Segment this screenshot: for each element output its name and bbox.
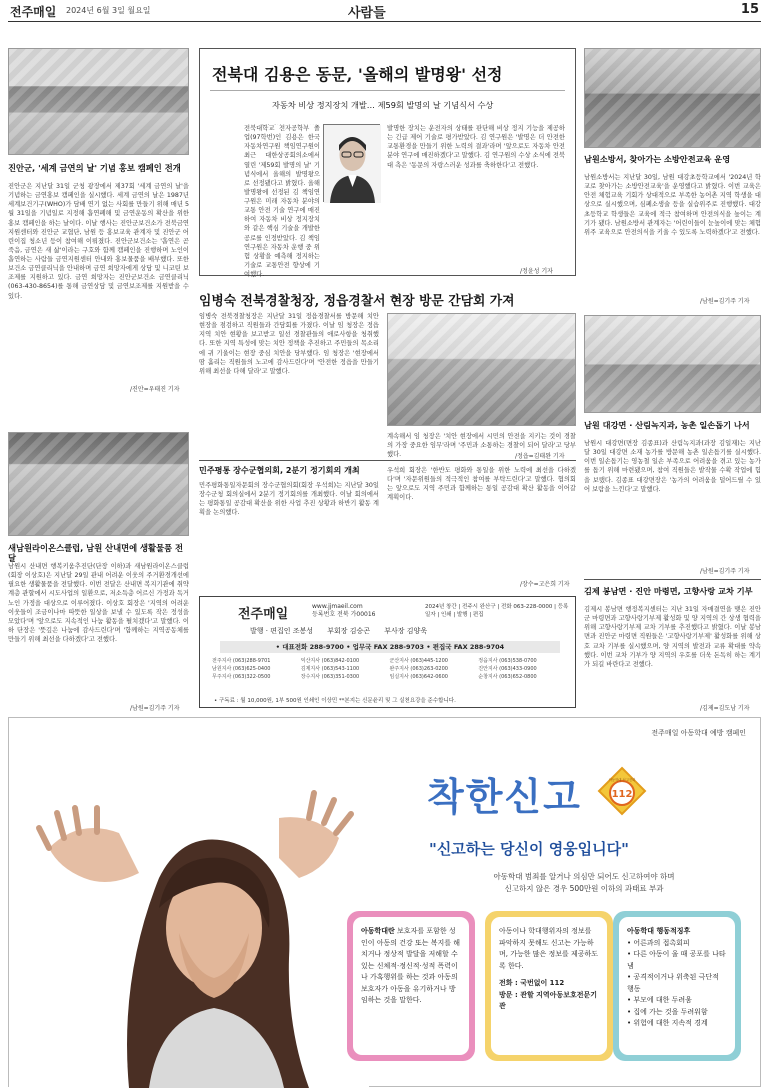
colophon-footer: • 구독료 : 월 10,000원, 1부 500원 인쇄인 이상민 **본지는 신문윤리 및 그 실천요강을 준수합니다. (214, 698, 456, 704)
right3-headline: 김제 봉남면 · 진안 마령면, 고향사랑 교차 기부 (584, 586, 753, 596)
emergency-112-badge-icon (597, 766, 647, 816)
directory-entry: 군산지사 (063)445-1200 (389, 658, 448, 664)
nammin-top-rule (199, 460, 576, 461)
lead-column-1: 전북대학교 전자공학부 졸업(97학번)인 김용은 한국자동차연구원 책임연구원이 최근 대한상공회의소에서 열린 '제59회 발명의 날' 기념식에서 올해의 발명왕으로 선정됐다고 밝혔다. 올해 발명왕에 선정된 김 책임연구원은 미래 자동차 분야의 교통 안전 기술 연구에 매진하여 자동차 비상 정지장치와 같은 핵심 기술을 개발한 공로를 인정받았다. 김 책임연구원은 자동차 운행 중 위험 상황을 예측해 정지하는 기술로 교통안전 향상에 기여했다. (244, 125, 320, 278)
right3-top-rule (584, 579, 761, 580)
card3-item: • 위험에 대한 지속적 경계 (627, 1019, 708, 1028)
colophon-staff (250, 626, 439, 636)
nammin-byline: /장수=고은희 기자 (520, 581, 570, 588)
distressed-girl-illustration (9, 758, 369, 1088)
directory-entry: 장수지사 (063)351-0300 (300, 674, 360, 680)
directory-entry: 무주지사 (063)322-0500 (212, 674, 271, 680)
vice-president: 부사장 김양욱 (384, 627, 428, 635)
directory-entry: 익산지사 (063)842-0100 (300, 658, 360, 664)
colophon-directory (212, 657, 567, 680)
ad-slogan: "신고하는 당신이 영웅입니다" (429, 840, 629, 858)
right2-photo (584, 315, 761, 413)
vice-chairman: 부회장 김승곤 (327, 627, 371, 635)
colophon-registration: 2024년 창간 | 전주시 완산구 | 전화 063-228-0000 | 등록일자 | 인쇄 | 발행 | 편집 (425, 604, 569, 619)
colophon-url: www.jjmaeil.com (312, 603, 363, 610)
card3-item: • 집에 가는 것을 두려워함 (627, 1007, 708, 1016)
lead-headline: 전북대 김용은 동문, '올해의 발명왕' 선정 (212, 65, 503, 84)
directory-entry: 전주지사 (063)288-9701 (212, 658, 271, 664)
left2-byline: /남원=김기주 기자 (130, 705, 180, 712)
police-headline: 임병숙 전북경찰청장, 정읍경찰서 현장 방문 간담회 가져 (199, 294, 515, 309)
person-portrait-icon (324, 125, 381, 203)
directory-entry: 김제지사 (063)543-1100 (300, 666, 360, 672)
card3-item: • 공격적이거나 위축된 극단적 행동 (627, 973, 719, 993)
left2-photo (8, 432, 189, 536)
right1-byline: /남원=김기주 기자 (700, 298, 750, 305)
card2-text: 아동이나 학대행위자의 정보를 파악하지 못해도 신고는 가능하며, 가능한 많은 정보를 제공하도록 한다. (499, 927, 599, 970)
colophon-registration-no: 등록번호 전북 가00016 (312, 611, 376, 619)
ad-card-report (485, 911, 613, 1061)
lead-divider (210, 90, 565, 91)
card3-item: • 어른과의 접촉회피 (627, 938, 690, 947)
ad-subtext-line1: 아동학대 범죄를 알거나 의심만 되어도 신고하여야 하며 (493, 872, 675, 881)
right3-byline: /김제=김도남 기자 (700, 705, 750, 712)
directory-entry: 완주지사 (063)263-0200 (389, 666, 448, 672)
card2-phone: 전화 : 국번없이 112 (499, 979, 565, 988)
ad-card-definition (347, 911, 475, 1061)
right3-body: 김제시 봉남면 행정복지센터는 지난 31일 자매결연을 맺은 진안군 마령면과 고향사랑기부제 활성화 및 양 지역의 간 상생 협력을 위해 고향사랑기부제 교차 기부를 추진했다고 밝혔다. 이날 봉남면과 진안군 마령면 직원들은 '고향사랑기부제' 활성화를 위해 상호 교차 기부를 실시했으며, 양 지역의 발전과 교류 확대를 약속했다. 이번 교차 기부가 양 지역의 우호를 더욱 돈독히 하는 계기가 되길 바란다고 전했다. (584, 606, 761, 668)
nammin-body-right: 우석희 회장은 '한반도 평화와 통일을 위한 노력에 최선을 다하겠다'며 '자문위원들의 적극적인 참여를 부탁드린다'고 말했다. 협의회는 앞으로도 지역 주민과 함께하는 통일 공감대 확산 활동을 이어갈 계획이다. (387, 467, 576, 502)
right1-body: 남원소방서는 지난달 30일, 남원 대강초등학교에서 '2024년 학교로 찾아가는 소방안전교육'을 운영했다고 밝혔다. 이번 교육은 안전 체험교육 기회가 상대적으로 부족한 농어촌 지역 학생을 대상으로 실시했으며, 심폐소생술 등을 실습위주로 진행했다. 대강초등학교 학생들은 교육에 적극 참여하며 안전의식을 높이는 계기가 됐다. 남원소방서 관계자는 '어린이들이 눈높이에 맞는 체험 위주 교육으로 안전의식을 키울 수 있도록 노력하겠다'고 전했다. (584, 174, 761, 236)
issue-date: 2024년 6월 3일 월요일 (66, 6, 151, 15)
colophon-website (312, 603, 392, 620)
left2-headline: 새남원라이온스클럽, 남원 산내면에 생활물품 전달 (8, 543, 184, 563)
left1-body: 진안군은 지난달 31일 군청 광장에서 제37회 '세계 금연의 날'을 기념하는 금연홍보 캠페인을 실시했다. 세계 금연의 날은 1987년 세계보건기구(WHO)가 담배 연기 없는 사회를 만들기 위해 매년 5월 31일을 기념일로 지정해 흡연폐해 및 금연운동의 확산을 위한 홍보 캠페인을 하는 날이다. 이날 행사는 진안군보건소가 전북금연지원센터와 진안군 교협단, 남원 등 홍보교육 관계자 및 진안군 어린이집 청소년 등이 참여해 이뤄졌다. 진안군보건소는 '흡연은 곧 죽음, 금연은 새 삶'이라는 구호와 함께 캠페인을 진행하며 노인이 흡연하는 사람들 금연지원센터 안내와 홍보물품을 배부했다. 또한 보건소 금연클리닉을 안내하며 금연 희망자에게 상담 및 니코틴 보조제를 지원하고 있다. 금연 희망자는 진안군보건소 금연클리닉(063-430-8654)를 통해 금연상담 및 금연보조제를 지원받을 수 있다. (8, 183, 189, 300)
nammin-body-left: 민주평화통일자문회의 장수군협의회(회장 우석희)는 지난달 30일 장수군청 회의실에서 2분기 정기회의를 개최했다. 이날 회의에서는 평화통일 공감대 확산을 위한 사업 추진 상황과 하반기 활동 계획을 논의했다. (199, 482, 379, 517)
badge-number: 112 (611, 789, 633, 800)
directory-entry: 진안지사 (063)433-0900 (478, 666, 537, 672)
left1-photo (8, 48, 189, 155)
directory-entry: 임실지사 (063)642-0600 (389, 674, 448, 680)
police-body-right: 계속해서 임 청장은 '치안 현장에서 시민의 안전을 지키는 것이 경찰의 가장 중요한 임무'라며 '주민과 소통하는 경찰이 되어 달라'고 당부했다. (387, 433, 576, 459)
left1-headline: 진안군, '세계 금연의 날' 기념 홍보 캠페인 전개 (8, 163, 181, 173)
colophon-logo: 전주매일 (238, 607, 289, 622)
police-group-photo (387, 313, 576, 426)
police-body-left: 임병숙 전북경찰청장은 지난달 31일 정읍경찰서를 방문해 치안 현장을 점검하고 직원들과 간담회를 가졌다. 이날 임 청장은 정읍 지역 치안 현황을 보고받고 일선 경찰관들의 애로사항을 청취했다. 또한 지역 특성에 맞는 치안 정책을 추진하고 주민들의 목소리에 귀 기울이는 현장 중심 치안을 당부했다. 임 청장은 '현장에서 땀 흘리는 직원들의 노고에 감사드린다'며 '안전한 정읍을 만들기 위해 최선을 다해 달라'고 말했다. (199, 313, 379, 375)
nammin-headline: 민주평통 장수군협의회, 2분기 정기회의 개최 (199, 465, 360, 475)
right2-body: 남원시 대강면(면장 김종표)과 산림녹지과(과장 김일재)는 지난달 30일 대강면 소재 농가를 방문해 농촌 일손돕기를 실시했다. 이번 일손돕기는 영농철 일손 부족으로 어려움을 겪고 있는 농가를 돕기 위해 마련됐으며, 참여 직원들은 밭작물 수확 작업에 힘을 보탰다. 김종표 대강면장은 '농가의 어려움을 덜어드릴 수 있어 보람을 느낀다'고 말했다. (584, 440, 761, 493)
card1-title: 아동학대란 (361, 927, 395, 935)
ad-brand-title: 착한신고 (427, 775, 582, 819)
left2-body: 남원시 산내면 행복키움추진단(단장 이하)과 새남원라이온스클럽(회장 이상호)은 지난달 29일 관내 어려운 이웃의 주거환경개선에 필요한 생활물품을 전달했다. 이번 전달은 산내면 복지기관에 취약계층 관할에서 시도사업의 일환으로, 저소득층 어르신 가정과 독거노인 가정을 대상으로 이루어졌다. 이상호 회장은 '지역의 어려운 이웃들이 조금이나마 따뜻한 일상을 보낼 수 있도록 작은 정성을 모았다'며 '앞으로도 지속적인 나눔 활동을 펼치겠다'고 말했다. 이하 단장은 '뜻깊은 나눔에 감사드린다'며 '함께하는 지역공동체를 만들기 위해 최선을 다하겠다'고 전했다. (8, 563, 189, 643)
lead-portrait (323, 124, 380, 202)
publisher: 발행 · 편집인 조봉성 (250, 627, 313, 635)
section-title: 사람들 (348, 6, 386, 21)
lead-column-2: 발명한 장치는 운전자의 상태를 판단해 비상 정지 기능을 제공하는 긴급 제어 기술로 평가받았다. 김 연구원은 '발명은 더 안전한 교통환경을 만들기 위한 노력의 결과'라며 '앞으로도 자동차 안전 분야 연구에 매진하겠다'고 말했다. 김 연구원의 수상 소식에 전북대 측은 '동문의 자랑스러운 성과를 축하한다'고 전했다. (387, 125, 565, 169)
ad-subtext (434, 871, 734, 895)
right2-headline: 남원 대강면 · 산림녹지과, 농촌 일손돕기 나서 (584, 420, 750, 430)
card1-text: 보호자를 포함한 성인이 아동의 건강 또는 복지를 해치거나 정상적 발달을 저해할 수 있는 신체적·정신적·성적 폭력이나 가혹행위를 하는 것과 아동의 보호자가 아동을 유기하거나 방임하는 것을 말한다. (361, 927, 461, 1005)
child-abuse-campaign-ad (8, 717, 761, 1087)
right1-headline: 남원소방서, 찾아가는 소방안전교육 운영 (584, 154, 731, 164)
colophon-box (199, 596, 576, 708)
police-byline: /정읍=김태완 기자 (515, 453, 565, 460)
card3-title: 아동학대 행동적징후 (627, 927, 691, 935)
ad-subtext-line2: 신고하지 않은 경우 500만원 이하의 과태료 부과 (504, 884, 664, 893)
directory-entry: 남원지사 (063)625-0400 (212, 666, 271, 672)
ad-sponsor: 전주매일 아동학대 예방 캠페인 (651, 729, 746, 737)
lead-byline: /정윤성 기자 (520, 268, 553, 275)
card2-visit: 방문 : 관할 지역아동보호전문기관 (499, 990, 598, 1011)
directory-entry: 정읍지사 (063)538-0700 (478, 658, 537, 664)
card3-item: • 부모에 대한 두려움 (627, 996, 692, 1005)
directory-entry: 순창지사 (063)652-0800 (478, 674, 537, 680)
page-number: 15 (740, 2, 759, 17)
badge-caption: 아동학대 신고전화 (608, 778, 636, 782)
left1-byline: /진안=우태진 기자 (130, 386, 180, 393)
lead-deck: 자동차 비상 정지장치 개발… 제59회 발명의 날 기념식서 수상 (272, 100, 494, 110)
paper-name: 전주매일 (10, 5, 57, 19)
colophon-phones: • 대표전화 288-9700 • 업무국 FAX 288-9703 • 편집국 FAX 288-9704 (220, 641, 560, 653)
right2-byline: /남원=김기주 기자 (700, 568, 750, 575)
card3-item: • 다른 아동이 울 때 공포를 나타냄 (627, 950, 726, 970)
page-header (8, 0, 761, 22)
right1-photo (584, 48, 761, 148)
ad-card-signs (613, 911, 741, 1061)
